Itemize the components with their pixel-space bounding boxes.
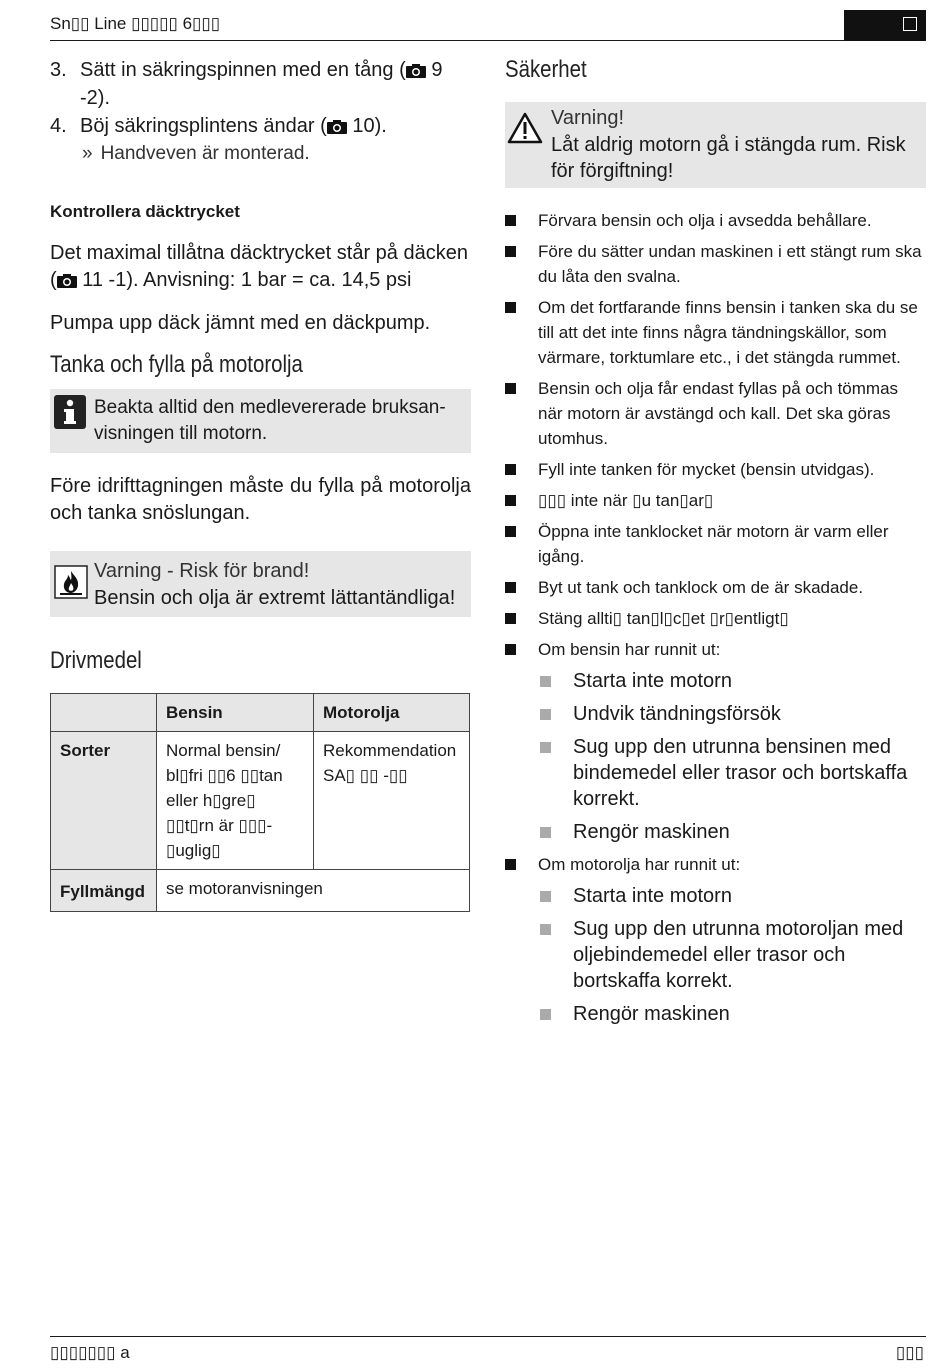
step-result: » Handveven är monterad. [82, 143, 310, 164]
square-bullet-icon [505, 246, 516, 257]
poison-warning-text: Låt aldrig motorn gå i stängda rum. Risk för förgiftning! [551, 134, 906, 182]
table-header-bensin: Bensin [157, 694, 314, 732]
grey-square-bullet-icon [540, 827, 551, 838]
table-header-motorolja: Motorolja [314, 694, 470, 732]
sub-list-item: Starta inte motorn [540, 883, 926, 909]
table-row [51, 694, 470, 732]
list-item: ▯▯▯ inte när ▯u tan▯ar▯ [505, 488, 926, 513]
fire-warning-heading: Varning - Risk för brand! [94, 560, 310, 582]
table-cell-motorolja-sorter: Rekommendation SA▯ ▯▯ -▯▯ [314, 732, 470, 870]
fire-warning-note [50, 551, 471, 617]
sub-list-item: Starta inte motorn [540, 668, 926, 694]
step-4 [50, 112, 471, 140]
header-page-tab [844, 10, 926, 41]
step-3 [50, 56, 471, 112]
footer-doc-code: ▯▯▯▯▯▯▯ a [50, 1343, 130, 1362]
footer-rule [50, 1336, 926, 1337]
square-icon [903, 17, 917, 31]
warning-triangle-icon [507, 112, 543, 144]
sub-list-item: Sug upp den utrunna bensinen med bindemedel eller trasor och bortskaffa korrekt. [540, 734, 926, 812]
fire-warning-text: Bensin och olja är extremt lättantändliga! [94, 587, 456, 609]
safety-heading: Säkerhet [505, 56, 587, 83]
right-column [505, 56, 926, 1034]
tire-pump-paragraph: Pumpa upp däck jämnt med en däckpump. [50, 312, 431, 334]
grey-square-bullet-icon [540, 891, 551, 902]
table-corner-cell [51, 694, 157, 732]
list-item: Öppna inte tanklocket när motorn är varm eller igång. [505, 519, 926, 569]
step-text: Sätt in säkringspinnen med en tång ( 9 -2). [80, 59, 443, 109]
table-row [51, 732, 470, 870]
list-item: Fyll inte tanken för mycket (bensin utvidgas). [505, 457, 926, 482]
tire-pressure-heading: Kontrollera däcktrycket [50, 202, 240, 221]
fuel-paragraph: Före idrifttagningen måste du fylla på motorolja och tanka snöslungan. [50, 475, 471, 524]
flame-warning-icon [54, 565, 88, 599]
page-number: ▯▯▯ [895, 1343, 924, 1362]
page-header-title: Sn▯▯ Line ▯▯▯▯▯ 6▯▯▯ [50, 14, 221, 33]
grey-square-bullet-icon [540, 1009, 551, 1020]
fuel-section-heading: Tanka och fylla på motorolja [50, 351, 303, 378]
header-rule [50, 40, 926, 41]
table-cell-bensin-sorter: Normal bensin/ bl▯fri ▯▯6 ▯▯tan eller h▯gre▯ ▯▯t▯rn är ▯▯▯-▯uglig▯ [157, 732, 314, 870]
sub-list-item: Rengör maskinen [540, 1001, 926, 1027]
square-bullet-icon [505, 613, 516, 624]
list-item: Stäng allti▯ tan▯l▯c▯et ▯r▯entligt▯ [505, 606, 926, 631]
list-item: Om det fortfarande finns bensin i tanken ska du se till att det inte finns några tändningskällor, som värmare, torktumlare etc., i det stängda rummet. [505, 295, 926, 370]
table-row-label-fyllmangd: Fyllmängd [51, 870, 157, 912]
grey-square-bullet-icon [540, 709, 551, 720]
square-bullet-icon [505, 464, 516, 475]
camera-icon [406, 64, 426, 78]
left-column [50, 56, 471, 912]
sub-list-item: Rengör maskinen [540, 819, 926, 845]
camera-icon [57, 274, 77, 288]
square-bullet-icon [505, 215, 516, 226]
fuel-table [50, 693, 470, 912]
square-bullet-icon [505, 526, 516, 537]
camera-icon [327, 120, 347, 134]
tire-pressure-paragraph: Det maximal tillåtna däcktrycket står på däcken ( 11 -1). Anvisning: 1 bar = ca. 14,5 psi [50, 242, 468, 291]
square-bullet-icon [505, 383, 516, 394]
sub-list-item: Undvik tändningsförsök [540, 701, 926, 727]
step-text: Böj säkringsplintens ändar ( 10). [80, 115, 387, 137]
grey-square-bullet-icon [540, 924, 551, 935]
square-bullet-icon [505, 582, 516, 593]
list-item: Om bensin har runnit ut: [505, 637, 926, 662]
list-item: Byt ut tank och tanklock om de är skadade. [505, 575, 926, 600]
table-row [51, 870, 470, 912]
list-item: Förvara bensin och olja i avsedda behållare. [505, 208, 926, 233]
square-bullet-icon [505, 302, 516, 313]
table-cell-fyllmangd: se motoranvisningen [157, 870, 470, 912]
sub-list-item: Sug upp den utrunna motoroljan med oljebindemedel eller trasor och bortskaffa korrekt. [540, 916, 926, 994]
result-arrow: » [82, 143, 93, 164]
square-bullet-icon [505, 644, 516, 655]
square-bullet-icon [505, 859, 516, 870]
table-row-label-sorter: Sorter [51, 732, 157, 870]
list-item: Bensin och olja får endast fyllas på och tömmas när motorn är avstängd och kall. Det ska göras utomhus. [505, 376, 926, 451]
grey-square-bullet-icon [540, 742, 551, 753]
step-number: 4. [50, 115, 67, 137]
info-note-text: Beakta alltid den medlevererade bruksanvisningen till motorn. [94, 397, 446, 444]
info-note [50, 389, 471, 453]
step-number: 3. [50, 59, 67, 81]
square-bullet-icon [505, 495, 516, 506]
list-item: Före du sätter undan maskinen i ett stängt rum ska du låta den svalna. [505, 239, 926, 289]
drivmedel-heading: Drivmedel [50, 647, 142, 674]
grey-square-bullet-icon [540, 676, 551, 687]
info-icon [54, 395, 86, 429]
poison-warning-note [505, 102, 926, 188]
poison-warning-heading: Varning! [551, 107, 625, 129]
list-item: Om motorolja har runnit ut: [505, 852, 926, 877]
